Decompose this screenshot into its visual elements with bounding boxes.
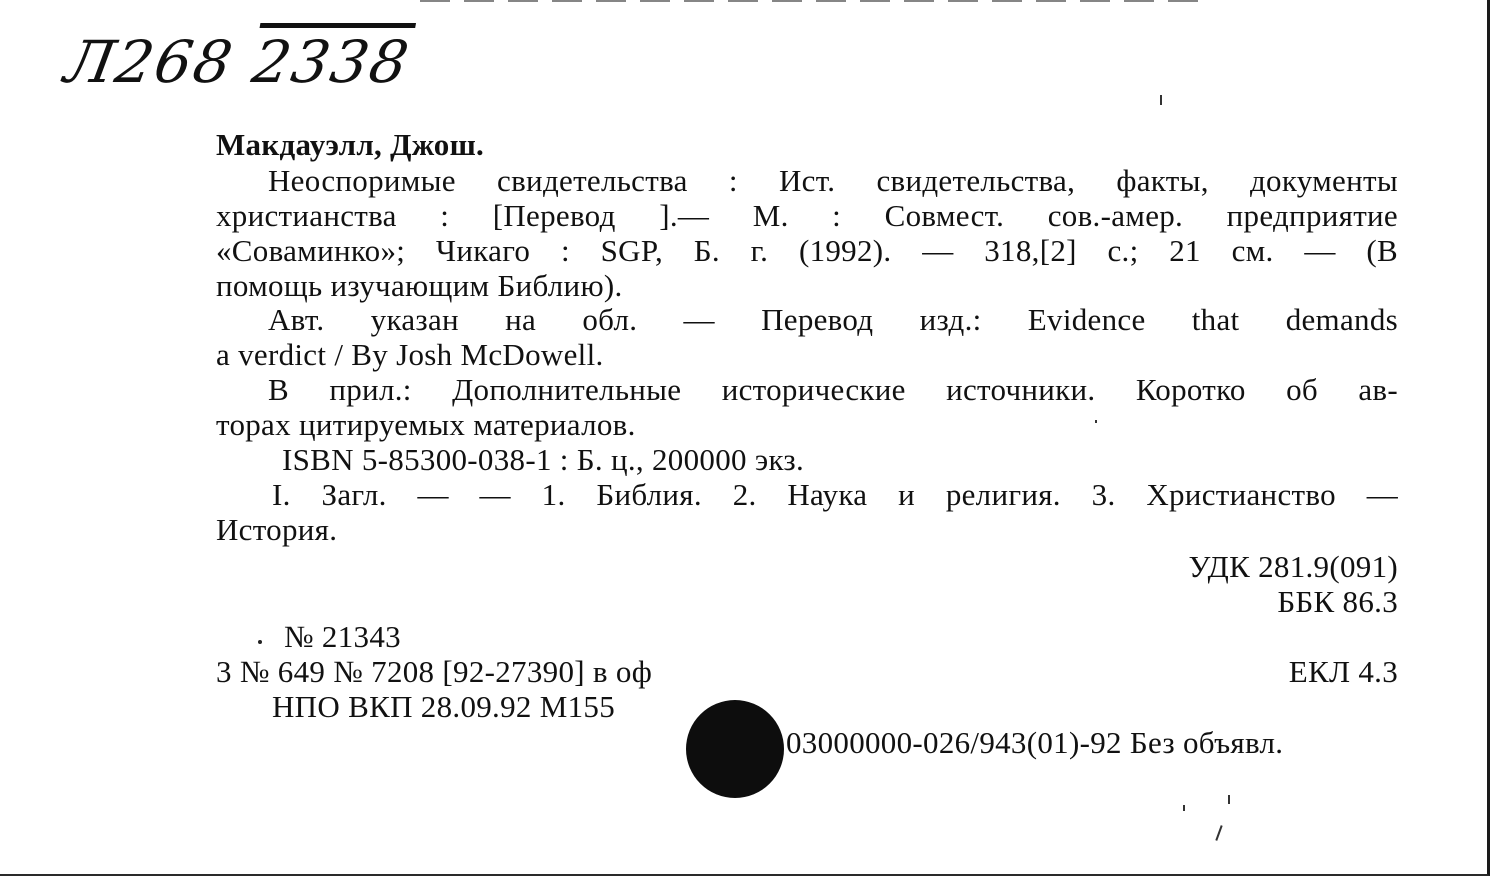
scan-mark xyxy=(1215,825,1222,841)
appendix-line-2: торах цитируемых материалов. xyxy=(216,407,636,442)
isbn-line: ISBN 5-85300-038-1 : Б. ц., 200000 экз. xyxy=(282,442,805,477)
description-line-3: «Соваминко»; Чикаго : SGP, Б. г. (1992). — 318,[2] с.; 21 см. — (В xyxy=(216,233,1398,268)
scan-mark xyxy=(1183,805,1185,811)
author-heading: Макдауэлл, Джош. xyxy=(216,127,485,162)
udk-code: УДК 281.9(091) xyxy=(1188,549,1398,584)
index-line: 03000000-026/943(01)-92 Без объявл. xyxy=(786,725,1284,760)
scan-mark xyxy=(1228,795,1230,804)
handwritten-call-number xyxy=(60,28,415,96)
description-line-4: помощь изучающим Библию). xyxy=(216,268,623,303)
npo-line: НПО ВКП 28.09.92 М155 xyxy=(272,689,616,724)
card-number: № 21343 xyxy=(284,619,401,654)
description-line-2: христианства : [Перевод ].— М. : Совмест. сов.-амер. предприятие xyxy=(216,198,1398,233)
handwritten-number: 2338 xyxy=(247,28,416,96)
scan-speck xyxy=(258,640,262,644)
description-line-1: Неоспоримые свидетельства : Ист. свидетельства, факты, документы xyxy=(268,163,1398,198)
subject-line-1: I. Загл. — — 1. Библия. 2. Наука и религия. 3. Христианство — xyxy=(272,477,1398,512)
note-line-2: a verdict / By Josh McDowell. xyxy=(216,337,604,372)
note-line-1: Авт. указан на обл. — Перевод изд.: Evidence that demands xyxy=(268,302,1398,337)
appendix-line-1: В прил.: Дополнительные исторические источники. Коротко об ав- xyxy=(268,372,1398,407)
top-edge-dashes xyxy=(420,0,1200,2)
order-line: 3 № 649 № 7208 [92-27390] в оф xyxy=(216,654,653,689)
handwritten-prefix: Л268 xyxy=(60,28,240,96)
scan-mark xyxy=(1160,95,1162,105)
punch-hole xyxy=(686,700,784,798)
bbk-code: ББК 86.3 xyxy=(1277,584,1398,619)
ekl-code: ЕКЛ 4.3 xyxy=(1288,654,1398,689)
scan-mark xyxy=(1095,420,1097,423)
subject-line-2: История. xyxy=(216,512,338,547)
